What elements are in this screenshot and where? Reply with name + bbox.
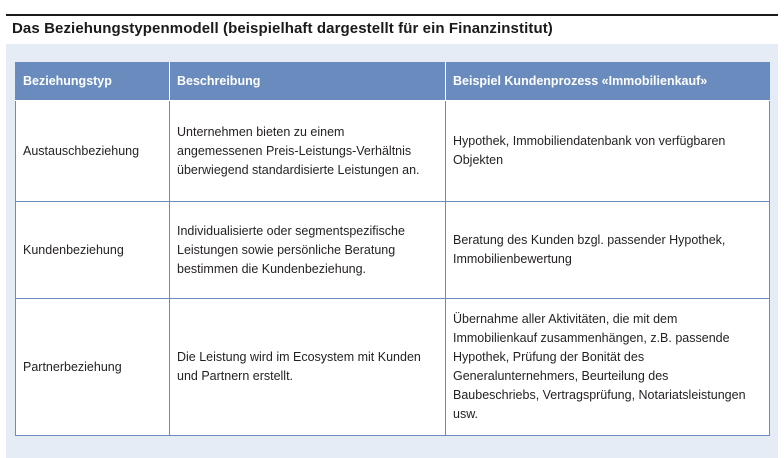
- table-panel: [6, 44, 778, 458]
- table-row: [16, 202, 770, 299]
- cell-example: [446, 202, 770, 299]
- cell-type: Austauschbeziehung: [16, 101, 170, 202]
- description-text: Unternehmen bieten zu einem angemessenen Preis-Leistungs-Verhältnis überwiegend standardisierte Leistungen an.: [177, 124, 420, 177]
- cell-type: Partnerbeziehung: [16, 299, 170, 436]
- page-title: Das Beziehungstypenmodell (beispielhaft dargestellt für ein Finanzinstitut): [12, 20, 553, 37]
- cell-example: [446, 299, 770, 436]
- column-header-description: Beschreibung: [170, 63, 446, 101]
- cell-type: Kundenbeziehung: [16, 202, 170, 299]
- example-text: Hypothek, Immobiliendatenbank von verfügbaren Objekten: [453, 134, 726, 167]
- cell-example: [446, 101, 770, 202]
- example-text: Übernahme aller Aktivitäten, die mit dem Immobilienkauf zusammenhängen, z.B. passende Hypothek, Prüfung der Bonität des Generalunternehmers, Beurteilung des Baubeschriebs, Vertragsprüfung, Notariatsleistungen usw.: [453, 312, 746, 421]
- description-text: Die Leistung wird im Ecosystem mit Kunden und Partnern erstellt.: [177, 350, 421, 383]
- table-header-row: [16, 63, 770, 101]
- table-row: [16, 299, 770, 436]
- title-bar: [6, 14, 778, 44]
- cell-description: [170, 202, 446, 299]
- cell-description: [170, 101, 446, 202]
- cell-description: [170, 299, 446, 436]
- table-row: [16, 101, 770, 202]
- column-header-type: Beziehungstyp: [16, 63, 170, 101]
- relationship-types-table: [15, 62, 770, 436]
- column-header-example: Beispiel Kundenprozess «Immobilienkauf»: [446, 63, 770, 101]
- example-text: Beratung des Kunden bzgl. passender Hypothek, Immobilienbewertung: [453, 233, 726, 266]
- description-text: Individualisierte oder segmentspezifische Leistungen sowie persönliche Beratung bestimmen die Kundenbeziehung.: [177, 223, 405, 276]
